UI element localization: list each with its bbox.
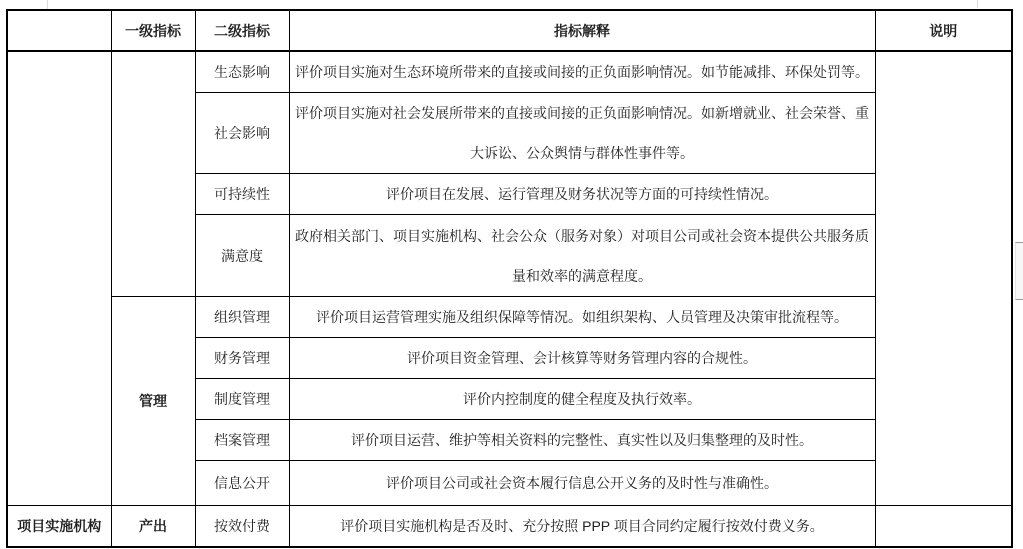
header-notes-cell[interactable]: 说明	[875, 10, 1012, 51]
level2-cell[interactable]: 信息公开	[195, 461, 289, 506]
org-cell[interactable]: 项目实施机构	[7, 506, 111, 548]
level2-cell[interactable]: 社会影响	[195, 93, 289, 174]
indicator-table	[6, 9, 1013, 548]
explanation-cell[interactable]: 评价项目实施机构是否及时、充分按照 PPP 项目合同约定履行按效付费义务。	[289, 506, 875, 548]
notes-merged-empty-cell[interactable]	[875, 51, 1012, 506]
explanation-cell[interactable]: 评价项目公司或社会资本履行信息公开义务的及时性与准确性。	[289, 461, 875, 506]
explanation-cell[interactable]: 评价项目运营管理实施及组织保障等情况。如组织架构、人员管理及决策审批流程等。	[289, 297, 875, 338]
level2-cell[interactable]: 生态影响	[195, 51, 289, 93]
level2-cell[interactable]: 可持续性	[195, 174, 289, 215]
level2-cell[interactable]: 档案管理	[195, 420, 289, 461]
explanation-cell[interactable]: 评价项目实施对社会发展所带来的直接或间接的正负面影响情况。如新增就业、社会荣誉、重大诉讼、公众舆情与群体性事件等。	[289, 93, 875, 174]
explanation-cell[interactable]: 政府相关部门、项目实施机构、社会公众（服务对象）对项目公司或社会资本提供公共服务质量和效率的满意程度。	[289, 215, 875, 297]
column-gridline	[47, 0, 48, 9]
vertical-scrollbar-thumb[interactable]	[1015, 242, 1023, 300]
table-row	[7, 297, 1012, 338]
header-row	[7, 10, 1012, 51]
header-level2-cell[interactable]: 二级指标	[195, 10, 289, 51]
level2-cell[interactable]: 制度管理	[195, 379, 289, 420]
explanation-cell[interactable]: 评价项目运营、维护等相关资料的完整性、真实性以及归集整理的及时性。	[289, 420, 875, 461]
column-gridline	[977, 0, 978, 8]
header-blank-cell[interactable]	[7, 10, 111, 51]
explanation-cell[interactable]: 评价项目资金管理、会计核算等财务管理内容的合规性。	[289, 338, 875, 379]
explanation-cell[interactable]: 评价内控制度的健全程度及执行效率。	[289, 379, 875, 420]
level2-cell[interactable]: 满意度	[195, 215, 289, 297]
explanation-cell[interactable]: 评价项目实施对生态环境所带来的直接或间接的正负面影响情况。如节能减排、环保处罚等。	[289, 51, 875, 93]
level1-effect-merged-empty-cell[interactable]	[111, 51, 195, 297]
level1-management-cell[interactable]: 管理	[111, 297, 195, 506]
org-merged-empty-cell[interactable]	[7, 51, 111, 506]
header-level1-cell[interactable]: 一级指标	[111, 10, 195, 51]
table-row	[7, 51, 1012, 93]
level2-cell[interactable]: 组织管理	[195, 297, 289, 338]
header-explanation-cell[interactable]: 指标解释	[289, 10, 875, 51]
level2-cell[interactable]: 财务管理	[195, 338, 289, 379]
table-row	[7, 506, 1012, 548]
level2-cell[interactable]: 按效付费	[195, 506, 289, 548]
notes-cell[interactable]	[875, 506, 1012, 548]
level1-output-cell[interactable]: 产出	[111, 506, 195, 548]
explanation-cell[interactable]: 评价项目在发展、运行管理及财务状况等方面的可持续性情况。	[289, 174, 875, 215]
